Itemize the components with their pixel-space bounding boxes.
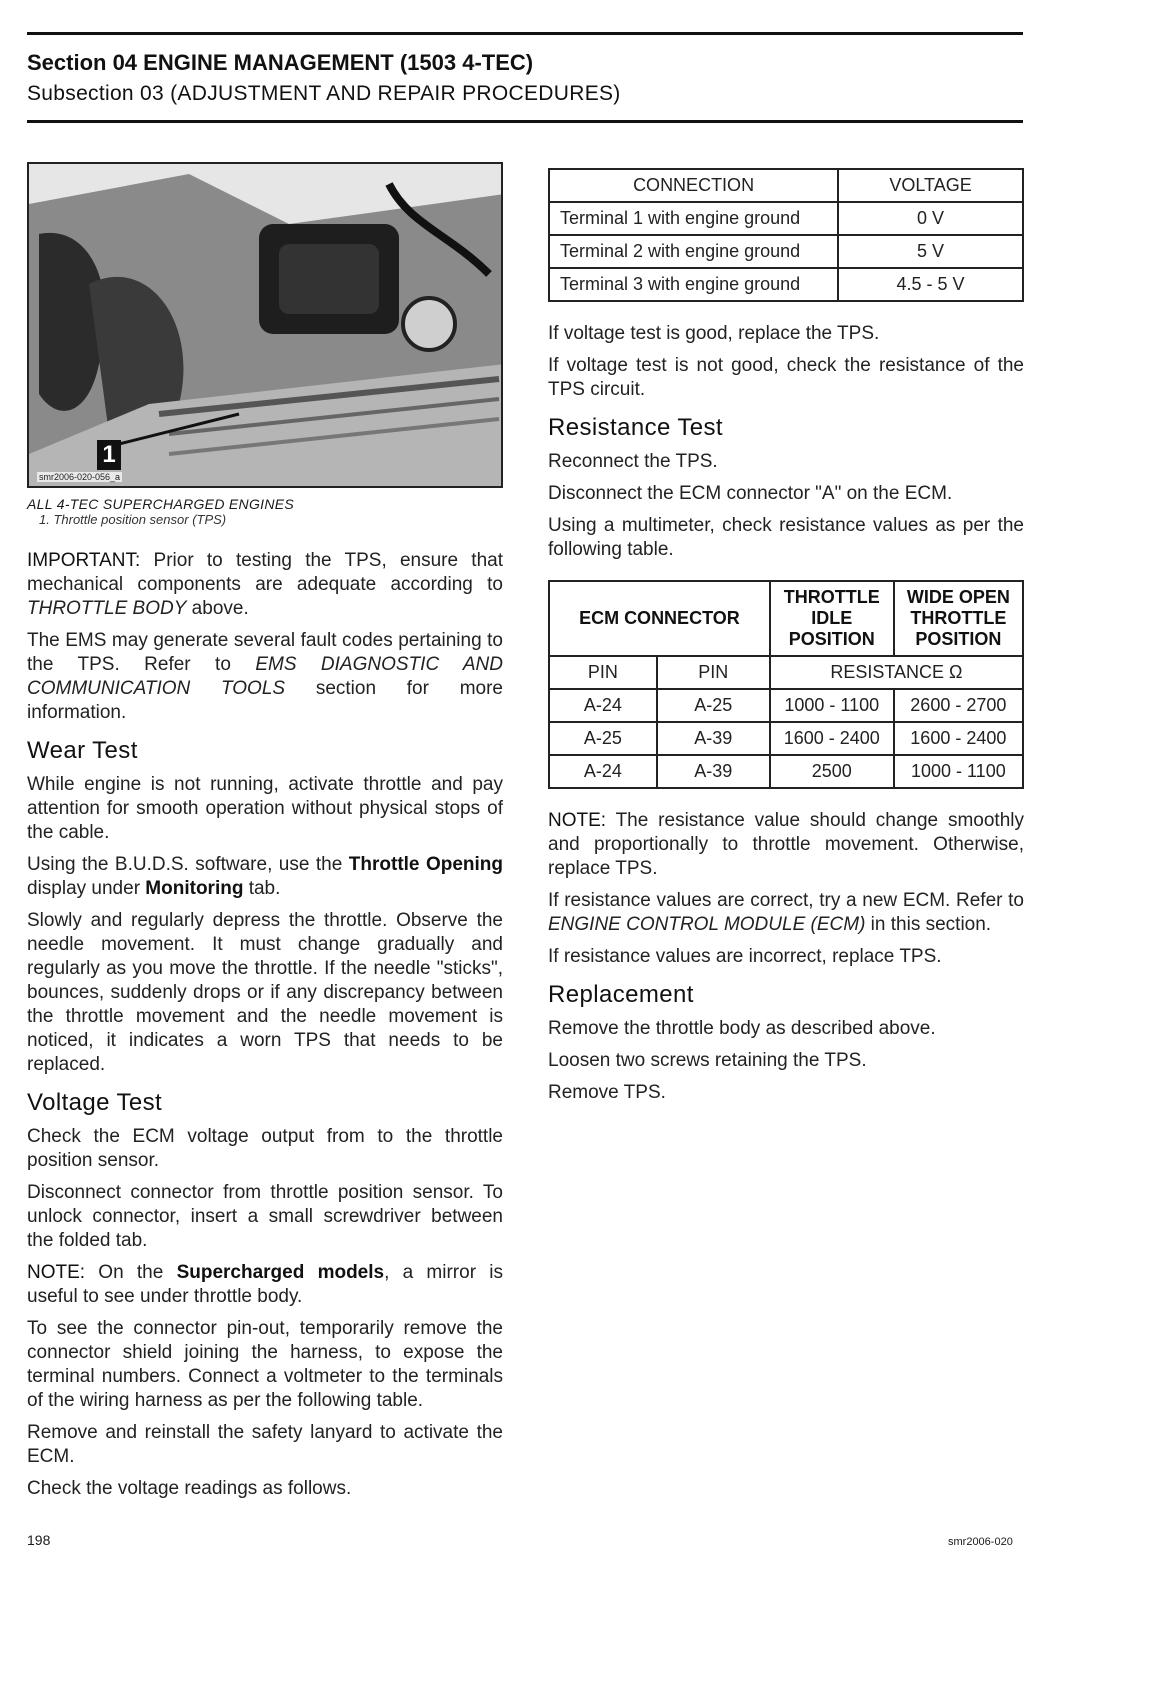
callout-1: 1 bbox=[97, 440, 121, 470]
replacement-heading: Replacement bbox=[548, 981, 694, 1008]
document-code: smr2006-020 bbox=[948, 1536, 1013, 1548]
resistance-step-2: Disconnect the ECM connector "A" on the ECM. bbox=[548, 483, 953, 504]
xref-engine-control-module: ENGINE CONTROL MODULE (ECM) bbox=[548, 914, 866, 935]
resistance-test-heading: Resistance Test bbox=[548, 414, 723, 441]
voltage-table bbox=[548, 168, 1024, 302]
ui-supercharged-models: Supercharged models bbox=[176, 1262, 385, 1283]
ui-monitoring: Monitoring bbox=[145, 878, 244, 899]
wear-paragraph-3: Slowly and regularly depress the throttle. Observe the needle movement. It must change gradually and regularly as you move the throttle. If the needle "sticks", bounces, suddenly drops or if any discrepancy between the throttle movement and the needle movement is noticed, it indicates a worn TPS that needs to be replaced. bbox=[27, 910, 503, 1075]
voltage-paragraph-2: Disconnect connector from throttle position sensor. To unlock connector, insert a small screwdriver between the folded tab. bbox=[27, 1182, 503, 1251]
figure-caption: ALL 4-TEC SUPERCHARGED ENGINES bbox=[27, 496, 295, 512]
table-row: A-24 A-25 1000 - 1100 2600 - 2700 bbox=[549, 689, 1023, 722]
important-label: IMPORTANT: bbox=[27, 550, 141, 571]
resistance-step-3: Using a multimeter, check resistance values as per the following table. bbox=[548, 515, 1024, 560]
right-column bbox=[548, 168, 1024, 1113]
section-title: Section 04 ENGINE MANAGEMENT (1503 4-TEC) bbox=[27, 50, 534, 75]
resistance-table bbox=[548, 580, 1024, 789]
header-throttle-idle: THROTTLE IDLE POSITION bbox=[770, 581, 894, 656]
important-paragraph: IMPORTANT: Prior to testing the TPS, ensure that mechanical components are adequate according to THROTTLE BODY above. bbox=[27, 550, 503, 619]
replacement-step-2: Loosen two screws retaining the TPS. bbox=[548, 1050, 867, 1071]
table-row: Terminal 3 with engine ground 4.5 - 5 V bbox=[549, 268, 1023, 301]
figure-legend: 1. Throttle position sensor (TPS) bbox=[39, 512, 227, 527]
subsection-title: Subsection 03 (ADJUSTMENT AND REPAIR PROCEDURES) bbox=[27, 82, 621, 105]
ecm-paragraph: If resistance values are correct, try a new ECM. Refer to ENGINE CONTROL MODULE (ECM) in this section. bbox=[548, 890, 1024, 935]
voltage-paragraph-6: Check the voltage readings as follows. bbox=[27, 1478, 352, 1499]
voltage-test-heading: Voltage Test bbox=[27, 1089, 163, 1116]
header-pin-1: PIN bbox=[549, 656, 657, 689]
buds-paragraph: Using the B.U.D.S. software, use the Throttle Opening display under Monitoring tab. bbox=[27, 854, 503, 899]
wear-paragraph-1: While engine is not running, activate throttle and pay attention for smooth operation without physical stops of the cable. bbox=[27, 774, 503, 843]
table-row: Terminal 1 with engine ground 0 V bbox=[549, 202, 1023, 235]
note-label: NOTE: bbox=[548, 810, 607, 831]
xref-ems-diagnostic: EMS DIAGNOSTIC AND COMMUNICATION TOOLS bbox=[27, 654, 503, 699]
table-row: A-25 A-39 1600 - 2400 1600 - 2400 bbox=[549, 722, 1023, 755]
resistance-table-subheader-row bbox=[549, 656, 1023, 689]
figure-reference-code: smr2006-020-056_a bbox=[39, 472, 121, 482]
resistance-step-1: Reconnect the TPS. bbox=[548, 451, 718, 472]
header-wide-open: WIDE OPEN THROTTLE POSITION bbox=[894, 581, 1023, 656]
resistance-table-header-row bbox=[549, 581, 1023, 656]
resistance-incorrect-paragraph: If resistance values are incorrect, replace TPS. bbox=[548, 946, 942, 967]
note-label: NOTE: bbox=[27, 1262, 86, 1283]
voltage-paragraph-5: Remove and reinstall the safety lanyard to activate the ECM. bbox=[27, 1422, 503, 1467]
header-rule-top bbox=[27, 32, 1023, 35]
header-ecm-connector: ECM CONNECTOR bbox=[549, 581, 770, 656]
replacement-step-1: Remove the throttle body as described above. bbox=[548, 1018, 936, 1039]
supercharged-note: NOTE: On the Supercharged models, a mirror is useful to see under throttle body. bbox=[27, 1262, 503, 1307]
left-column bbox=[27, 162, 503, 1509]
header-rule-bottom bbox=[27, 120, 1023, 123]
table-row: A-24 A-39 2500 1000 - 1100 bbox=[549, 755, 1023, 788]
voltage-paragraph-1: Check the ECM voltage output from to the throttle position sensor. bbox=[27, 1126, 503, 1171]
voltage-paragraph-4: To see the connector pin-out, temporarily remove the connector shield joining the harness, to expose the terminal numbers. Connect a voltmeter to the terminals of the wiring harness as per the following table. bbox=[27, 1318, 503, 1411]
voltage-table-header-row bbox=[549, 169, 1023, 202]
header-voltage: VOLTAGE bbox=[838, 169, 1023, 202]
wear-test-heading: Wear Test bbox=[27, 737, 138, 764]
xref-throttle-body: THROTTLE BODY bbox=[27, 598, 187, 619]
replacement-step-3: Remove TPS. bbox=[548, 1082, 666, 1103]
ui-throttle-opening: Throttle Opening bbox=[348, 854, 503, 875]
header-resistance: RESISTANCE Ω bbox=[770, 656, 1023, 689]
voltage-good-paragraph: If voltage test is good, replace the TPS. bbox=[548, 323, 880, 344]
resistance-note: NOTE: The resistance value should change smoothly and proportionally to throttle movement. Otherwise, replace TPS. bbox=[548, 810, 1024, 879]
header-pin-2: PIN bbox=[657, 656, 770, 689]
header-connection: CONNECTION bbox=[549, 169, 838, 202]
table-row: Terminal 2 with engine ground 5 V bbox=[549, 235, 1023, 268]
engine-photo bbox=[27, 162, 503, 488]
page-number: 198 bbox=[27, 1532, 51, 1548]
ems-paragraph: The EMS may generate several fault codes pertaining to the TPS. Refer to EMS DIAGNOSTIC AND COMMUNICATION TOOLS section for more information. bbox=[27, 630, 503, 723]
voltage-not-good-paragraph: If voltage test is not good, check the resistance of the TPS circuit. bbox=[548, 355, 1024, 400]
